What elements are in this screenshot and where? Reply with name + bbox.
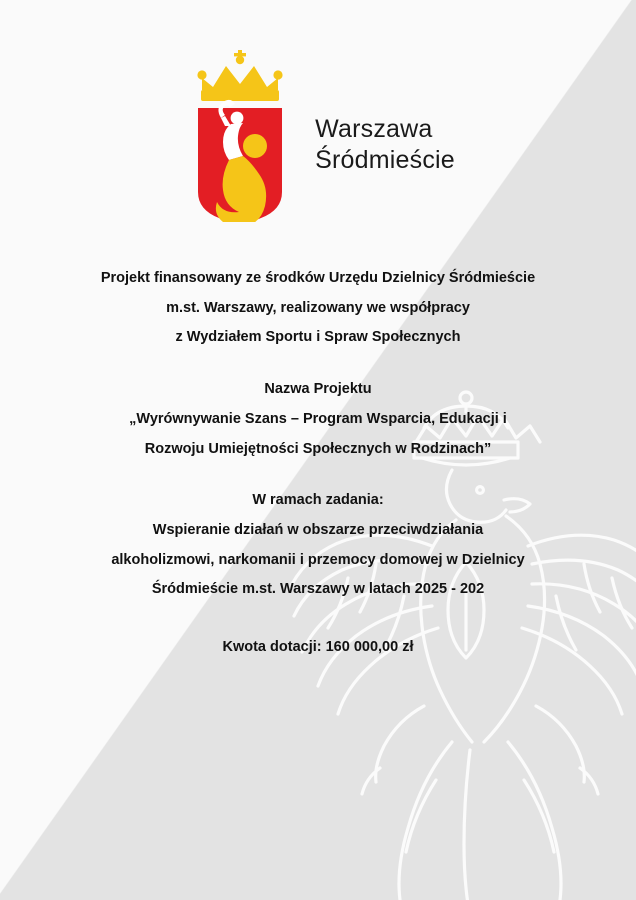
brand-line-warszawa: Warszawa (315, 114, 433, 143)
project-heading: Nazwa Projektu (264, 381, 372, 398)
spacer-1 (0, 353, 636, 375)
project-title-line-2: Rozwoju Umiejętności Społecznych w Rodzinach” (144, 440, 492, 457)
task-line-1: Wspieranie działań w obszarze przeciwdziałania (152, 522, 484, 539)
brand-wordmark (315, 88, 455, 177)
task-line-3: Śródmieście m.st. Warszawy w latach 2025 - 202 (151, 581, 485, 598)
spacer-2 (0, 464, 636, 486)
funding-line-3: z Wydziałem Sportu i Spraw Społecznych (175, 329, 461, 346)
document-body (0, 264, 636, 605)
funding-line-1: Projekt finansowany ze środków Urzędu Dzielnicy Śródmieście (100, 270, 536, 286)
logo-header (0, 0, 636, 222)
funding-line-2: m.st. Warszawy, realizowany we współpracy (166, 299, 470, 316)
grant-amount: Kwota dotacji: 160 000,00 zł (222, 639, 414, 656)
task-line-2: alkoholizmowi, narkomanii i przemocy domowej w Dzielnicy (111, 551, 525, 568)
task-heading: W ramach zadania: (252, 492, 384, 509)
crown-icon (198, 50, 283, 101)
brand-line-srodmiescie: Śródmieście (315, 146, 455, 174)
project-title-line-1: „Wyrównywanie Szans – Program Wsparcia, Edukacji i (129, 410, 507, 427)
warsaw-coat-of-arms-icon (181, 42, 299, 222)
